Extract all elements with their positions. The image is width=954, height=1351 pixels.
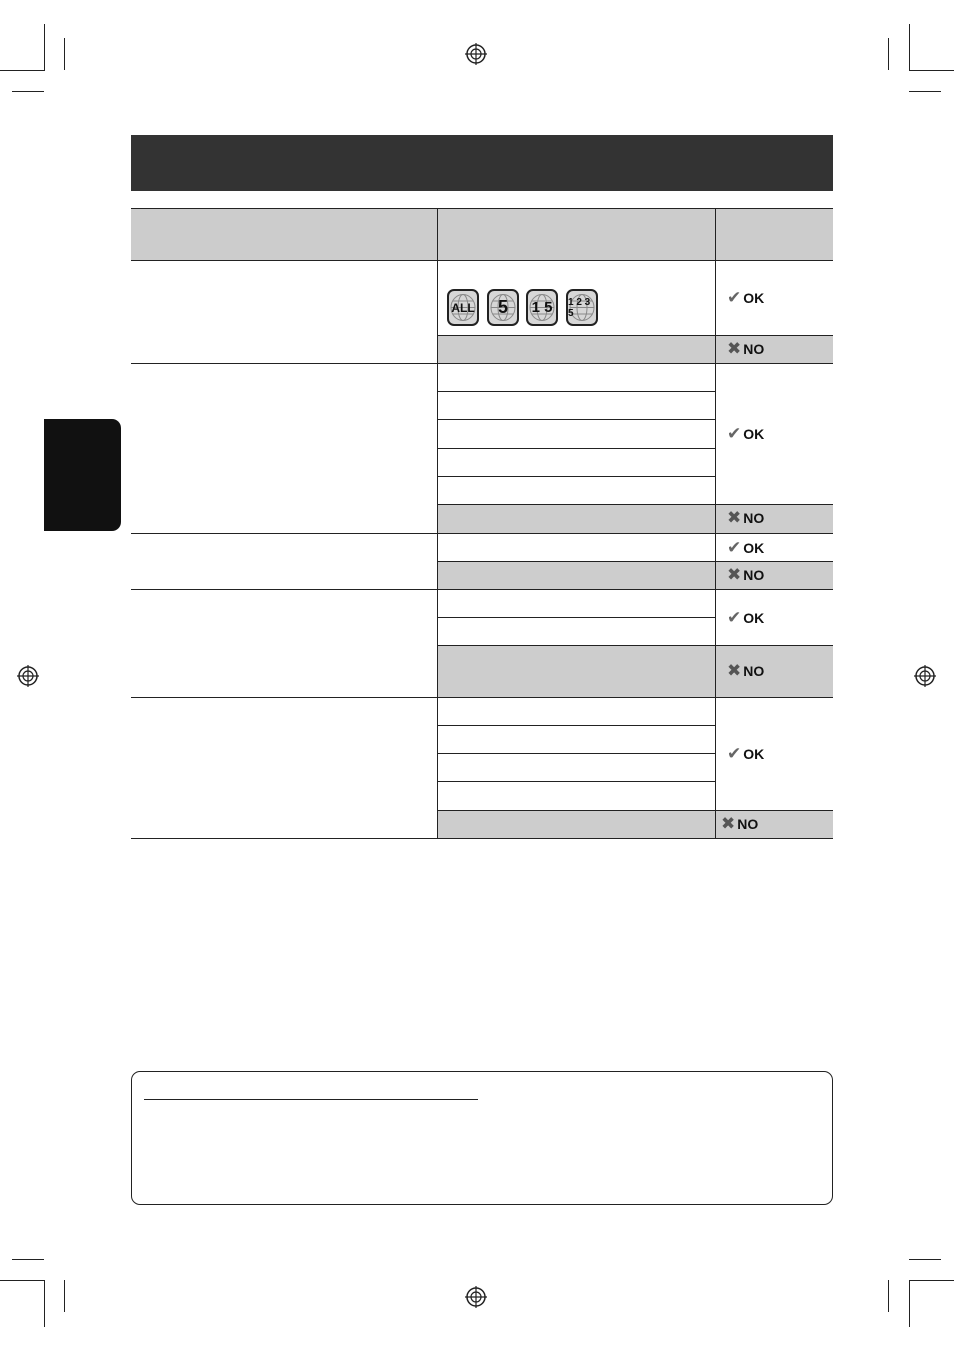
ok-label: OK — [743, 425, 765, 442]
ok-badge — [727, 425, 764, 442]
table-divider — [437, 645, 833, 646]
check-icon: ✔ — [727, 288, 742, 307]
region-1-5-label: 1 5 — [531, 299, 553, 316]
crop-mark — [44, 24, 45, 71]
registration-mark-icon — [465, 1286, 487, 1308]
region-5-icon — [487, 289, 519, 326]
ok-label: OK — [743, 609, 765, 626]
no-label: NO — [743, 509, 765, 526]
region-1-5-icon — [526, 289, 558, 326]
no-badge — [727, 566, 764, 583]
crop-mark — [909, 1259, 941, 1260]
table-divider — [437, 561, 833, 562]
check-icon: ✔ — [727, 744, 742, 763]
table-divider — [437, 448, 715, 449]
language-side-tab — [44, 419, 121, 531]
no-label: NO — [743, 566, 765, 583]
registration-mark-icon — [465, 43, 487, 65]
table-divider — [437, 208, 438, 839]
crop-mark — [12, 91, 44, 92]
cross-icon: ✖ — [727, 339, 742, 358]
table-divider — [131, 260, 833, 261]
no-label: NO — [737, 815, 759, 832]
crop-mark — [44, 1280, 45, 1327]
table-row-unsupported — [437, 562, 833, 589]
table-row-unsupported — [437, 646, 833, 697]
note-heading-underline — [144, 1099, 478, 1100]
region-all-icon — [447, 289, 479, 326]
table-divider — [437, 617, 715, 618]
table-divider — [131, 533, 833, 534]
cross-icon: ✖ — [727, 508, 742, 527]
no-badge — [727, 662, 764, 679]
ok-badge — [727, 609, 764, 626]
region-1-2-3-5-label: 1 2 3 5 — [568, 296, 591, 319]
ok-badge — [727, 745, 764, 762]
region-5-label: 5 — [497, 297, 508, 317]
table-row-unsupported — [437, 811, 833, 839]
ok-label: OK — [743, 745, 765, 762]
ok-label: OK — [743, 289, 765, 306]
crop-mark — [909, 24, 910, 71]
crop-mark — [909, 1280, 954, 1281]
table-divider — [437, 335, 833, 336]
table-divider — [131, 697, 833, 698]
table-divider — [131, 208, 833, 209]
table-divider — [715, 208, 716, 839]
crop-mark — [64, 38, 65, 70]
disc-compatibility-table — [131, 208, 833, 839]
no-badge — [727, 340, 764, 357]
registration-mark-icon — [17, 665, 39, 687]
crop-mark — [909, 70, 954, 71]
crop-mark — [888, 38, 889, 70]
no-label: NO — [743, 340, 765, 357]
table-divider — [437, 725, 715, 726]
registration-mark-icon — [914, 665, 936, 687]
ok-badge — [727, 289, 764, 306]
no-badge — [721, 815, 758, 832]
region-1-2-3-5-icon — [566, 289, 598, 326]
crop-mark — [888, 1280, 889, 1312]
crop-mark — [0, 1280, 44, 1281]
no-badge — [727, 509, 764, 526]
cross-icon: ✖ — [727, 661, 742, 680]
no-label: NO — [743, 662, 765, 679]
crop-mark — [12, 1259, 44, 1260]
section-title-bar — [131, 135, 833, 191]
crop-mark — [909, 1280, 910, 1327]
crop-mark — [64, 1280, 65, 1312]
note-box — [131, 1071, 833, 1205]
table-divider — [437, 504, 833, 505]
table-divider — [131, 363, 833, 364]
table-row-unsupported — [437, 505, 833, 533]
ok-label: OK — [743, 539, 765, 556]
table-divider — [437, 419, 715, 420]
table-divider — [437, 476, 715, 477]
table-divider — [437, 781, 715, 782]
crop-mark — [909, 91, 941, 92]
table-divider — [131, 838, 833, 839]
table-row-unsupported — [437, 336, 833, 363]
table-divider — [437, 753, 715, 754]
table-divider — [437, 810, 833, 811]
check-icon: ✔ — [727, 608, 742, 627]
table-divider — [131, 589, 833, 590]
table-divider — [437, 391, 715, 392]
check-icon: ✔ — [727, 538, 742, 557]
table-header-row — [131, 208, 833, 260]
ok-badge — [727, 539, 764, 556]
cross-icon: ✖ — [727, 565, 742, 584]
cross-icon: ✖ — [721, 814, 736, 833]
crop-mark — [0, 70, 44, 71]
check-icon: ✔ — [727, 424, 742, 443]
region-all-label: ALL — [451, 300, 475, 315]
